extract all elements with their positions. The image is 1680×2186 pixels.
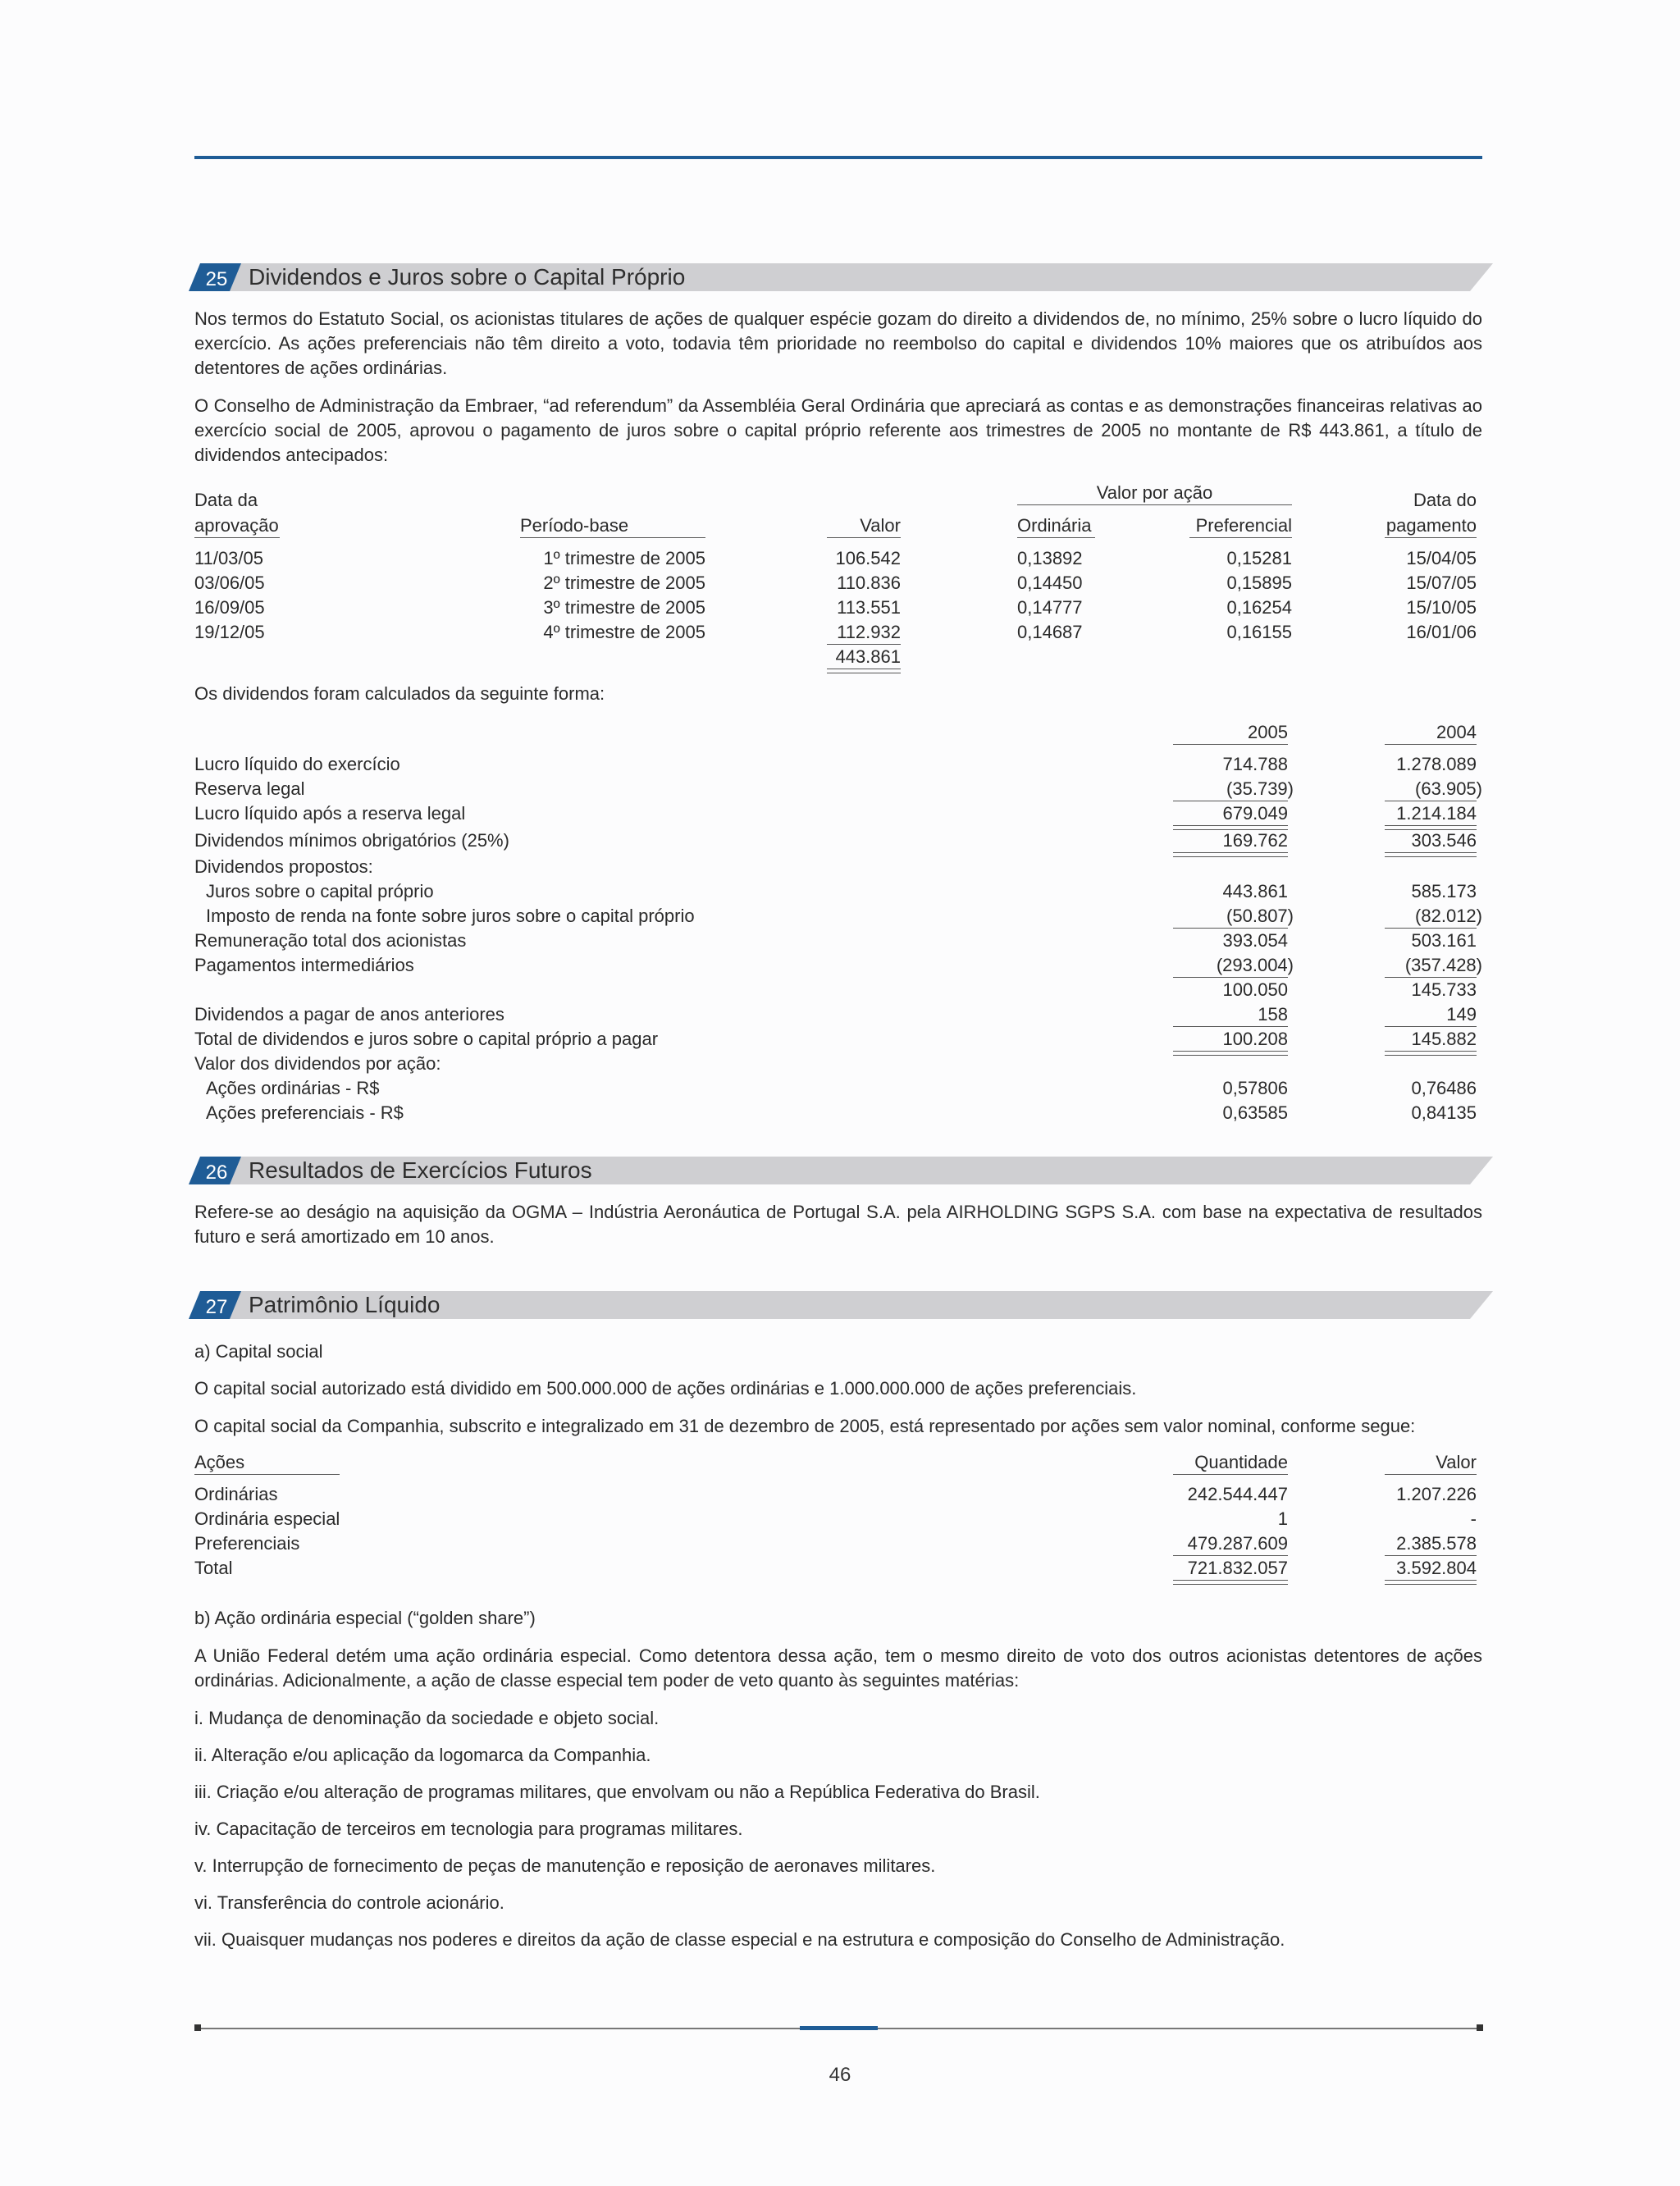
golden-share-heading: b) Ação ordinária especial (“golden share”)	[194, 1608, 536, 1628]
double-underline	[1385, 852, 1477, 857]
value-2004: 145.733	[1411, 979, 1477, 1000]
underline	[1385, 1474, 1477, 1475]
header-valor-capital: Valor	[1436, 1452, 1477, 1472]
header-periodo-base: Período-base	[520, 515, 629, 536]
value-2005: (35.739)	[1226, 778, 1294, 799]
underline	[827, 537, 901, 538]
veto-list-item: iii. Criação e/ou alteração de programas militares, que envolvam ou não a República Federativa do Brasil.	[194, 1782, 1040, 1802]
row-label: Ordinária especial	[194, 1508, 340, 1529]
double-underline	[1173, 1580, 1288, 1585]
capital-social-paragraph-1: O capital social autorizado está dividido em 500.000.000 de ações ordinárias e 1.000.000.000 de ações preferenciais.	[194, 1378, 1137, 1399]
section-25-paragraph-1: Nos termos do Estatuto Social, os acionistas titulares de ações de qualquer espécie gozam do direito a dividendos de, no mínimo, 25% sobre o lucro líquido do exercício. As ações preferenciais não têm direito a voto, todavia têm prioridade no reembolso do capital e dividendos 10% maiores que os atribuídos aos detentores de ações ordinárias.	[194, 308, 1482, 378]
header-acoes: Ações	[194, 1452, 245, 1472]
veto-list-item: ii. Alteração e/ou aplicação da logomarca da Companhia.	[194, 1745, 651, 1765]
table1-total: 443.861	[835, 646, 901, 667]
table-cell: 0,15895	[1226, 573, 1292, 593]
table-cell: 15/07/05	[1406, 573, 1477, 593]
section-25-title: Dividendos e Juros sobre o Capital Próprio	[249, 264, 686, 290]
value-2004: 1.278.089	[1396, 754, 1477, 774]
row-label: Valor dos dividendos por ação:	[194, 1053, 441, 1074]
header-2005: 2005	[1248, 722, 1288, 742]
header-valor-por-acao: Valor por ação	[1096, 482, 1213, 503]
value-2004: 503.161	[1411, 930, 1477, 951]
table-cell: 0,15281	[1226, 548, 1292, 568]
value-2005: (50.807)	[1226, 906, 1294, 926]
section-26-title: Resultados de Exercícios Futuros	[249, 1157, 592, 1183]
underline	[520, 537, 705, 538]
value-2004: (357.428)	[1404, 955, 1482, 975]
row-label: Reserva legal	[194, 778, 305, 799]
row-label: Dividendos a pagar de anos anteriores	[194, 1004, 504, 1025]
value-2004: 145.882	[1411, 1029, 1477, 1049]
veto-list-item: vii. Quaisquer mudanças nos poderes e direitos da ação de classe especial e na estrutura e composição do Conselho de Administração.	[194, 1929, 1285, 1950]
table-cell: 0,14450	[1017, 573, 1083, 593]
value-2005: 714.788	[1222, 754, 1288, 774]
table-cell: 0,16254	[1226, 597, 1292, 618]
page-number: 46	[829, 2064, 851, 2086]
table-cell: 15/04/05	[1406, 548, 1477, 568]
row-label: Lucro líquido após a reserva legal	[194, 803, 466, 824]
value-cell: 3.592.804	[1396, 1558, 1477, 1578]
quantity-cell: 242.544.447	[1187, 1484, 1288, 1504]
header-valor: Valor	[860, 515, 901, 536]
header-rule	[194, 156, 1482, 159]
double-underline	[1385, 1051, 1477, 1056]
golden-share-paragraph: A União Federal detém uma ação ordinária especial. Como detentora dessa ação, tem o mesmo direito de voto dos outros acionistas detentores de ações ordinárias. Adicionalmente, a ação de classe especial tem poder de veto quanto às seguintes matérias:	[194, 1645, 1482, 1691]
table-cell: 0,16155	[1226, 622, 1292, 642]
row-label: Ordinárias	[194, 1484, 278, 1504]
section-27-number: 27	[205, 1296, 228, 1318]
table-cell: 113.551	[837, 597, 901, 618]
row-label: Lucro líquido do exercício	[194, 754, 400, 774]
value-2004: 585.173	[1411, 881, 1477, 901]
table-cell: 11/03/05	[194, 548, 264, 568]
header-data-do: Data do	[1413, 490, 1477, 510]
footer-end-square	[1477, 2024, 1483, 2031]
table-cell: 110.836	[837, 573, 901, 593]
double-underline	[1173, 1051, 1288, 1056]
row-label: Dividendos mínimos obrigatórios (25%)	[194, 830, 509, 851]
footer-end-square	[194, 2024, 201, 2031]
header-quantidade: Quantidade	[1194, 1452, 1288, 1472]
table-cell: 15/10/05	[1406, 597, 1477, 618]
row-label: Total	[194, 1558, 233, 1578]
value-2005: 169.762	[1222, 830, 1288, 851]
veto-list-item: i. Mudança de denominação da sociedade e objeto social.	[194, 1708, 660, 1728]
value-2004: 149	[1446, 1004, 1477, 1025]
footer-accent-mark	[800, 2026, 878, 2030]
row-label: Imposto de renda na fonte sobre juros sobre o capital próprio	[206, 906, 695, 926]
underline	[1017, 537, 1095, 538]
veto-list-item: iv. Capacitação de terceiros em tecnologia para programas militares.	[194, 1819, 743, 1839]
quantity-cell: 721.832.057	[1187, 1558, 1288, 1578]
row-label: Remuneração total dos acionistas	[194, 930, 467, 951]
header-ordinaria: Ordinária	[1017, 515, 1092, 536]
section-27-title: Patrimônio Líquido	[249, 1292, 441, 1317]
value-2005: 158	[1258, 1004, 1288, 1025]
underline	[1173, 744, 1288, 745]
value-2004: (63.905)	[1415, 778, 1482, 799]
table-cell: 16/01/06	[1406, 622, 1477, 642]
value-2004: 303.546	[1411, 830, 1477, 851]
table-cell: 112.932	[837, 622, 901, 642]
section-26-number: 26	[205, 1161, 228, 1184]
value-2005: 679.049	[1222, 803, 1288, 824]
table-cell: 1º trimestre de 2005	[543, 548, 705, 568]
section-25-number: 25	[205, 268, 228, 290]
row-label: Dividendos propostos:	[194, 856, 373, 877]
double-underline	[1173, 852, 1288, 857]
value-2005: 0,57806	[1222, 1078, 1288, 1098]
table-cell: 03/06/05	[194, 573, 265, 593]
section-25-paragraph-2: O Conselho de Administração da Embraer, “ad referendum” da Assembléia Geral Ordinária que apreciará as contas e as demonstrações financeiras relativas ao exercício social de 2005, aprovou o pagamento de juros sobre o capital próprio referente aos trimestres de 2005 no montante de R$ 443.861, a título de dividendos antecipados:	[194, 395, 1482, 465]
table-cell: 0,13892	[1017, 548, 1083, 568]
row-label: Juros sobre o capital próprio	[206, 881, 434, 901]
header-pagamento: pagamento	[1386, 515, 1477, 536]
header-data-da: Data da	[194, 490, 258, 510]
value-cell: 2.385.578	[1396, 1533, 1477, 1554]
quantity-cell: 1	[1277, 1508, 1288, 1529]
value-2005: 0,63585	[1222, 1102, 1288, 1123]
table-cell: 2º trimestre de 2005	[543, 573, 705, 593]
veto-list-item: v. Interrupção de fornecimento de peças de manutenção e reposição de aeronaves militares.	[194, 1855, 936, 1876]
double-underline	[827, 669, 901, 673]
underline	[1189, 537, 1292, 538]
value-cell: 1.207.226	[1396, 1484, 1477, 1504]
header-aprovacao: aprovação	[194, 515, 279, 536]
veto-list-item: vi. Transferência do controle acionário.	[194, 1892, 504, 1913]
quantity-cell: 479.287.609	[1187, 1533, 1288, 1554]
calc-intro: Os dividendos foram calculados da seguinte forma:	[194, 683, 605, 704]
table-cell: 106.542	[835, 548, 901, 568]
table-cell: 19/12/05	[194, 622, 265, 642]
table-cell: 0,14687	[1017, 622, 1083, 642]
underline	[194, 1474, 340, 1475]
table-cell: 4º trimestre de 2005	[543, 622, 705, 642]
double-underline	[1385, 1580, 1477, 1585]
row-label: Preferenciais	[194, 1533, 300, 1554]
value-2004: (82.012)	[1415, 906, 1482, 926]
table-cell: 16/09/05	[194, 597, 265, 618]
value-cell: -	[1470, 1508, 1477, 1529]
value-2004: 1.214.184	[1396, 803, 1477, 824]
value-2005: 393.054	[1222, 930, 1288, 951]
value-2005: 100.208	[1222, 1029, 1288, 1049]
capital-social-heading: a) Capital social	[194, 1341, 323, 1362]
value-2004: 0,76486	[1411, 1078, 1477, 1098]
value-2004: 0,84135	[1411, 1102, 1477, 1123]
value-2005: 100.050	[1222, 979, 1288, 1000]
header-2004: 2004	[1436, 722, 1477, 742]
capital-social-paragraph-2: O capital social da Companhia, subscrito e integralizado em 31 de dezembro de 2005, está representado por ações sem valor nominal, conforme segue:	[194, 1416, 1416, 1436]
underline	[194, 537, 280, 538]
underline	[1385, 537, 1477, 538]
header-preferencial: Preferencial	[1195, 515, 1292, 536]
underline	[1017, 504, 1292, 505]
underline	[1385, 744, 1477, 745]
table-cell: 0,14777	[1017, 597, 1083, 618]
value-2005: (293.004)	[1216, 955, 1294, 975]
section-26-paragraph: Refere-se ao deságio na aquisição da OGMA – Indústria Aeronáutica de Portugal S.A. pela AIRHOLDING SGPS S.A. com base na expectativa de resultados futuro e será amortizado em 10 anos.	[194, 1202, 1482, 1247]
row-label: Ações preferenciais - R$	[206, 1102, 404, 1123]
value-2005: 443.861	[1222, 881, 1288, 901]
table-cell: 3º trimestre de 2005	[543, 597, 705, 618]
row-label: Ações ordinárias - R$	[206, 1078, 380, 1098]
row-label: Pagamentos intermediários	[194, 955, 414, 975]
underline	[1173, 1474, 1288, 1475]
row-label: Total de dividendos e juros sobre o capital próprio a pagar	[194, 1029, 659, 1049]
